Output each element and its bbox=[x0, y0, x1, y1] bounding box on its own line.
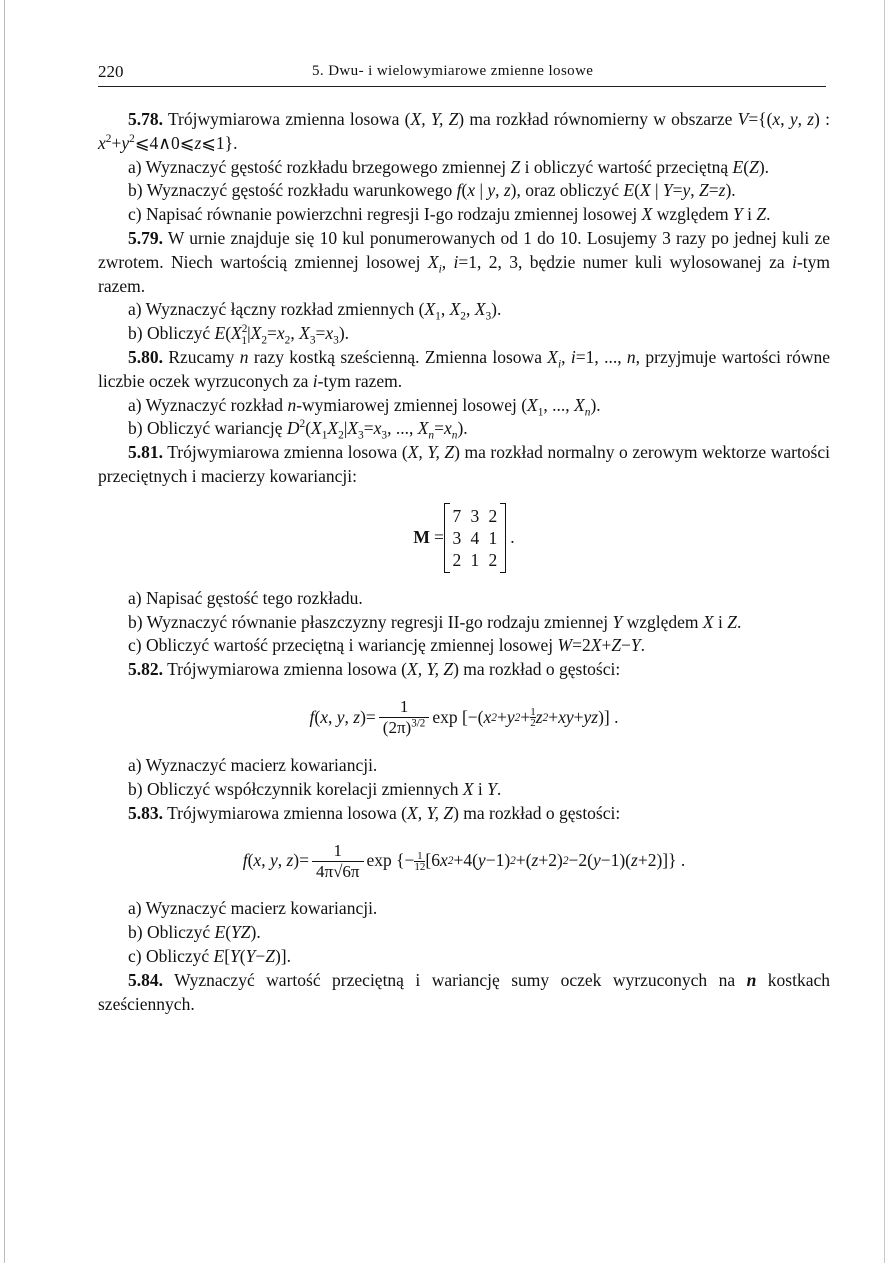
problem-5-84: 5.84. Wyznaczyć wartość przeciętną i wariancję sumy oczek wyrzuconych na n kostkach sześciennych. bbox=[98, 969, 830, 1014]
covariance-matrix: M = 7 3 2 3 4 1 2 1 2 . bbox=[98, 489, 830, 587]
matrix-body: 7 3 2 3 4 1 2 1 2 bbox=[444, 503, 506, 573]
scan-edge-right bbox=[884, 0, 885, 1263]
problem-5-83-a: a) Wyznaczyć macierz kowariancji. bbox=[128, 898, 378, 919]
problem-5-83-b: b) Obliczyć E(YZ). bbox=[128, 922, 261, 943]
problem-5-78-a: a) Wyznaczyć gęstość rozkładu brzegowego zmiennej Z i obliczyć wartość przeciętną E(Z). bbox=[128, 156, 770, 177]
problem-5-81-c: c) Obliczyć wartość przeciętną i wariancję zmiennej losowej W=2X+Z−Y. bbox=[128, 635, 646, 656]
problem-5-79-a: a) Wyznaczyć łączny rozkład zmiennych ($X_1$, $X_2$, $X_3$). bbox=[128, 299, 502, 323]
problem-5-83: 5.83. Trójwymiarowa zmienna losowa (X, Y, Z) ma rozkład o gęstości: bbox=[128, 802, 621, 823]
problem-5-82-b: b) Obliczyć współczynnik korelacji zmiennych X i Y. bbox=[128, 778, 502, 799]
problem-number: 5.79. bbox=[128, 227, 163, 248]
problem-number: 5.78. bbox=[128, 109, 163, 129]
problem-5-78-b: b) Wyznaczyć gęstość rozkładu warunkowego f(x | y, z), oraz obliczyć E(X | Y=y, Z=z). bbox=[128, 180, 736, 201]
problem-5-82: 5.82. Trójwymiarowa zmienna losowa (X, Y, Z) ma rozkład o gęstości: bbox=[128, 659, 621, 680]
problem-number: 5.80. bbox=[128, 346, 163, 367]
problem-5-81: 5.81. Trójwymiarowa zmienna losowa (X, Y, Z) ma rozkład normalny o zerowym wektorze wartości przeciętnych i macierzy kowariancji: bbox=[98, 442, 830, 486]
running-head: 5. Dwu- i wielowymiarowe zmienne losowe bbox=[312, 63, 594, 79]
scan-edge-left bbox=[4, 0, 5, 1263]
problem-5-78: 5.78. Trójwymiarowa zmienna losowa (X, Y, Z) ma rozkład równomierny w obszarze V={(x, y, z) : $x^2+y^2⩽4\wedge 0⩽z⩽1$}. bbox=[98, 109, 830, 153]
problem-5-80-a: a) Wyznaczyć rozkład n-wymiarowej zmiennej losowej ($X_1$, ..., $X_n$). bbox=[128, 394, 601, 419]
problem-5-79-b: b) Obliczyć $E(X^2_1|X_2=x_2$, $X_3=x_3$). bbox=[128, 323, 350, 347]
matrix-label: M bbox=[413, 526, 430, 547]
problem-5-79: 5.79. W urnie znajduje się 10 kul ponumerowanych od 1 do 10. Losujemy 3 razy po jednej kuli ze zwrotem. Niech wartością zmiennej losowej $X_i$, i=1, 2, 3, będzie numer kuli wylosowanej za i-tym razem. bbox=[98, 227, 831, 296]
density-formula-5-83: f ( x , y , z )= $\frac{1}{4\pi√6\pi}$ exp {− $\frac{1}{12}$ [6 x 2 +4( y −1) 2 +( z +2) 2 −2( y −1)( z +2)]} . bbox=[242, 840, 686, 881]
density-formula-5-82: f ( x , y , z )= $\frac{1}{(2\pi)^{3/2}}$ exp [−( x 2 + y 2 + $\frac{1}{2}$ z 2 + xy + yz )] . bbox=[309, 697, 619, 738]
problem-5-78-c: c) Napisać równanie powierzchni regresji I-go rodzaju zmiennej losowej X względem Y i Z. bbox=[128, 204, 771, 225]
problem-5-83-c: c) Obliczyć E[Y(Y−Z)]. bbox=[128, 945, 291, 966]
page-number: 220 bbox=[98, 62, 124, 81]
problem-5-82-a: a) Wyznaczyć macierz kowariancji. bbox=[128, 754, 378, 775]
problem-5-81-a: a) Napisać gęstość tego rozkładu. bbox=[128, 587, 363, 608]
problem-5-80-b: b) Obliczyć wariancję $D^2(X_1X_2|X_3=x_3$, ..., $X_n=x_n$). bbox=[128, 418, 468, 442]
problem-5-81-b: b) Wyznaczyć równanie płaszczyzny regresji II-go rodzaju zmiennej Y względem X i Z. bbox=[128, 611, 742, 632]
problem-number: 5.82. bbox=[128, 659, 163, 680]
problem-5-80: 5.80. Rzucamy n razy kostką sześcienną. Zmienna losowa $X_i$, i=1, ..., n, przyjmuje wartości równe liczbie oczek wyrzuconych za i-tym razem. bbox=[98, 346, 831, 391]
header-rule bbox=[98, 86, 826, 87]
problem-number: 5.81. bbox=[128, 442, 163, 463]
page-header bbox=[98, 62, 826, 86]
page-content bbox=[98, 108, 830, 1016]
problem-number: 5.83. bbox=[128, 802, 163, 823]
problem-number: 5.84. bbox=[128, 969, 163, 990]
